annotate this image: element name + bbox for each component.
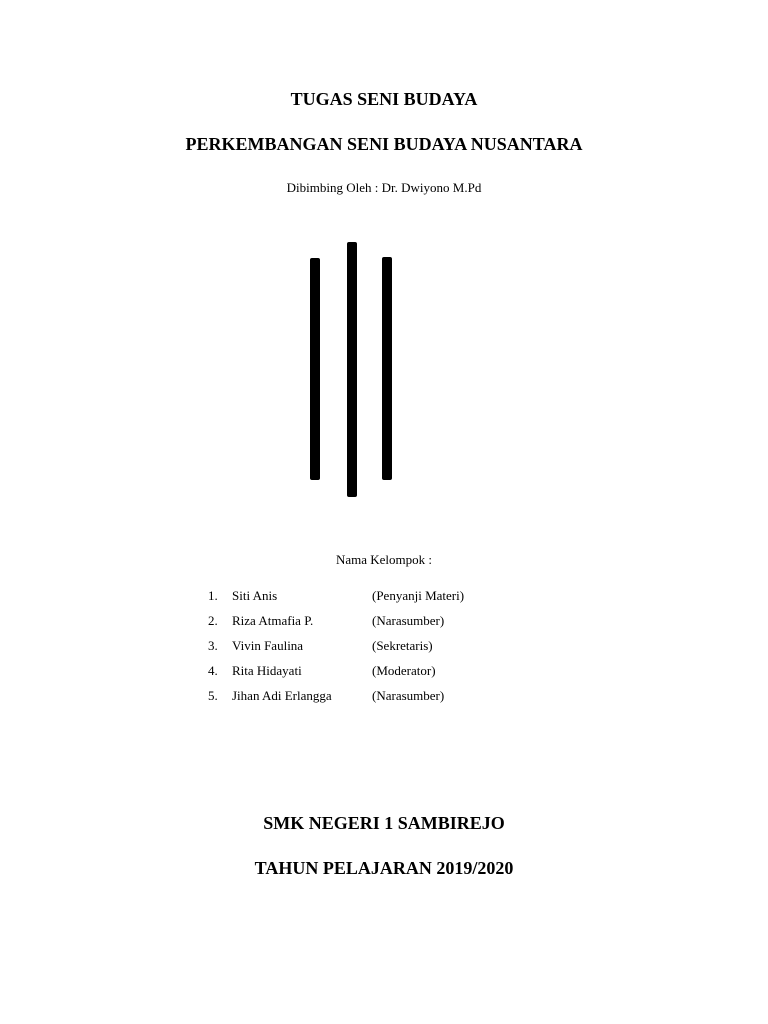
member-list bbox=[0, 588, 768, 713]
member-number: 1. bbox=[208, 588, 218, 603]
logo-bar-left bbox=[310, 258, 320, 480]
member-name: Siti Anis bbox=[232, 588, 278, 603]
logo-bar-center bbox=[347, 242, 357, 497]
member-role: (Moderator) bbox=[372, 663, 436, 678]
school-name: SMK NEGERI 1 SAMBIREJO bbox=[263, 813, 505, 833]
document-title: TUGAS SENI BUDAYA bbox=[290, 89, 478, 109]
list-item bbox=[0, 613, 768, 638]
document-subtitle: PERKEMBANGAN SENI BUDAYA NUSANTARA bbox=[185, 134, 583, 154]
member-name: Vivin Faulina bbox=[232, 638, 304, 653]
member-number: 2. bbox=[208, 613, 218, 628]
member-number: 5. bbox=[208, 688, 218, 703]
list-item bbox=[0, 588, 768, 613]
member-number: 4. bbox=[208, 663, 218, 678]
member-role: (Narasumber) bbox=[372, 688, 445, 703]
group-label: Nama Kelompok : bbox=[335, 552, 433, 567]
list-item bbox=[0, 663, 768, 688]
member-name: Riza Atmafia P. bbox=[232, 613, 314, 628]
academic-year: TAHUN PELAJARAN 2019/2020 bbox=[254, 858, 514, 878]
list-item bbox=[0, 688, 768, 713]
member-name: Jihan Adi Erlangga bbox=[232, 688, 332, 703]
logo-bar-right bbox=[382, 257, 392, 480]
member-name: Rita Hidayati bbox=[232, 663, 302, 678]
member-role: (Sekretaris) bbox=[372, 638, 433, 653]
member-role: (Penyanji Materi) bbox=[372, 588, 465, 603]
advisor-line: Dibimbing Oleh : Dr. Dwiyono M.Pd bbox=[286, 180, 482, 195]
member-number: 3. bbox=[208, 638, 218, 653]
member-role: (Narasumber) bbox=[372, 613, 445, 628]
list-item bbox=[0, 638, 768, 663]
